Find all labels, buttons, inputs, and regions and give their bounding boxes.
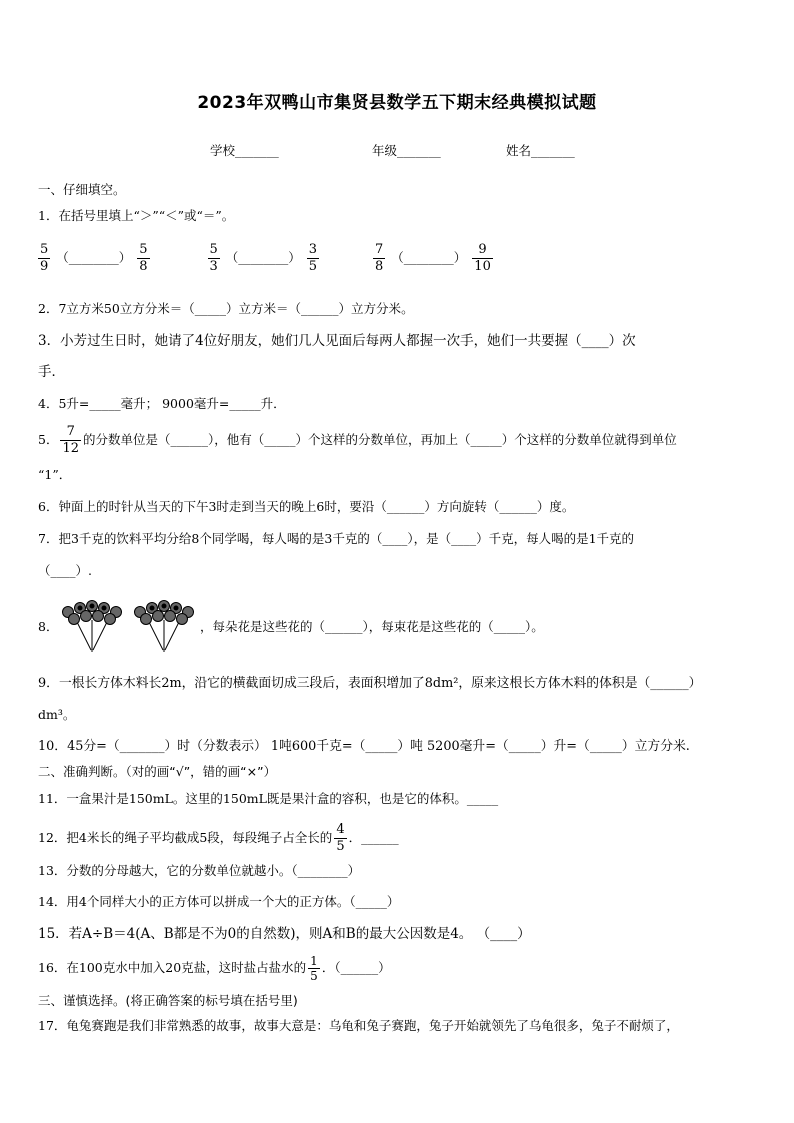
q1-frac-a1: $\frac{5}{9}$ <box>40 242 49 274</box>
question-13: 13．分数的分母越大，它的分数单位就越小。（________） <box>38 863 361 878</box>
question-6: 6．钟面上的时针从当天的下午3时走到当天的晚上6时，要沿（______）方向旋转（______）度。 <box>38 499 575 514</box>
section-heading-choice: 三、谨慎选择。(将正确答案的标号填在括号里) <box>38 993 298 1008</box>
flower-bouquet-icon <box>135 601 194 653</box>
question-3: 3．小芳过生日时，她请了4位好朋友，她们几人见面后每两人都握一次手，她们一共要握（____）次 <box>38 333 636 349</box>
q5-fraction: $\frac{7}{12}$ <box>62 424 79 456</box>
flower-bouquets-image <box>58 598 200 654</box>
grade-field: 年级_______ <box>372 143 441 158</box>
question-16: 16．在100克水中加入20克盐，这时盐占盐水的 $\frac{1}{5}$ ．（______） <box>38 954 391 983</box>
section-heading-judge: 二、准确判断。（对的画“√”，错的画“×”） <box>38 764 277 779</box>
q1-frac-b1: $\frac{5}{8}$ <box>139 242 148 274</box>
question-14: 14．用4个同样大小的正方体可以拼成一个大的正方体。（_____） <box>38 894 400 909</box>
question-2: 2．7立方米50立方分米＝（_____）立方米＝（______）立方分米。 <box>38 301 414 316</box>
q1-blank-2: （________） <box>225 250 301 265</box>
school-field: 学校_______ <box>210 143 279 158</box>
q12-fraction: $\frac{4}{5}$ <box>336 822 345 854</box>
question-15: 15．若A÷B＝4(A、B都是不为0的自然数)，则A和B的最大公因数是4。 （____） <box>38 926 531 942</box>
question-5-cont: “1”． <box>38 467 72 482</box>
question-11: 11．一盒果汁是150mL。这里的150mL既是果汁盒的容积，也是它的体积。_____ <box>38 791 499 806</box>
question-7: 7．把3千克的饮料平均分给8个同学喝，每人喝的是3千克的（____），是（____）千克，每人喝的是1千克的 <box>38 531 635 546</box>
flower-bouquet-icon <box>63 601 122 653</box>
q1-frac-b2: $\frac{3}{5}$ <box>308 242 318 274</box>
q16-fraction: $\frac{1}{5}$ <box>310 954 318 983</box>
q1-frac-a2: $\frac{5}{3}$ <box>209 242 218 274</box>
q1-blank-3: （________） <box>391 250 467 265</box>
question-5: 5． $\frac{7}{12}$ 的分数单位是（______），他有（_____）个这样的分数单位，再加上（_____）个这样的分数单位就得到单位 <box>38 424 677 456</box>
q1-frac-a3: $\frac{7}{8}$ <box>375 242 384 274</box>
q1-blank-1: （________） <box>56 250 132 265</box>
name-field: 姓名_______ <box>506 143 575 158</box>
q1-frac-b3: $\frac{9}{10}$ <box>474 242 491 274</box>
question-8-text: ，每朵花是这些花的（______），每束花是这些花的（_____）。 <box>200 619 544 634</box>
question-8: 8． <box>38 619 59 634</box>
q1-comparison-row <box>36 242 756 275</box>
question-4: 4．5升=_____毫升； 9000毫升=_____升． <box>38 396 286 411</box>
question-7-cont: （____）. <box>38 563 92 578</box>
section-heading-fill: 一、仔细填空。 <box>38 182 126 197</box>
question-10: 10．45分=（_______）时（分数表示） 1吨600千克=（_____）吨 5200毫升=（_____）升=（_____）立方分米. <box>38 739 690 754</box>
question-9-cont: dm³。 <box>38 707 76 722</box>
page-title: 2023年双鸭山市集贤县数学五下期末经典模拟试题 <box>197 93 597 113</box>
question-9: 9．一根长方体木料长2m，沿它的横截面切成三段后，表面积增加了8dm²，原来这根长方体木料的体积是（______） <box>38 676 702 691</box>
question-1: 1．在括号里填上“＞”“＜”或“＝”。 <box>38 208 235 223</box>
question-17: 17．龟兔赛跑是我们非常熟悉的故事，故事大意是：乌龟和兔子赛跑，兔子开始就领先了乌龟很多，兔子不耐烦了， <box>38 1018 679 1033</box>
question-12: 12．把4米长的绳子平均截成5段，每段绳子占全长的 $\frac{4}{5}$ ．______ <box>38 822 399 854</box>
question-3-cont: 手． <box>38 364 65 380</box>
